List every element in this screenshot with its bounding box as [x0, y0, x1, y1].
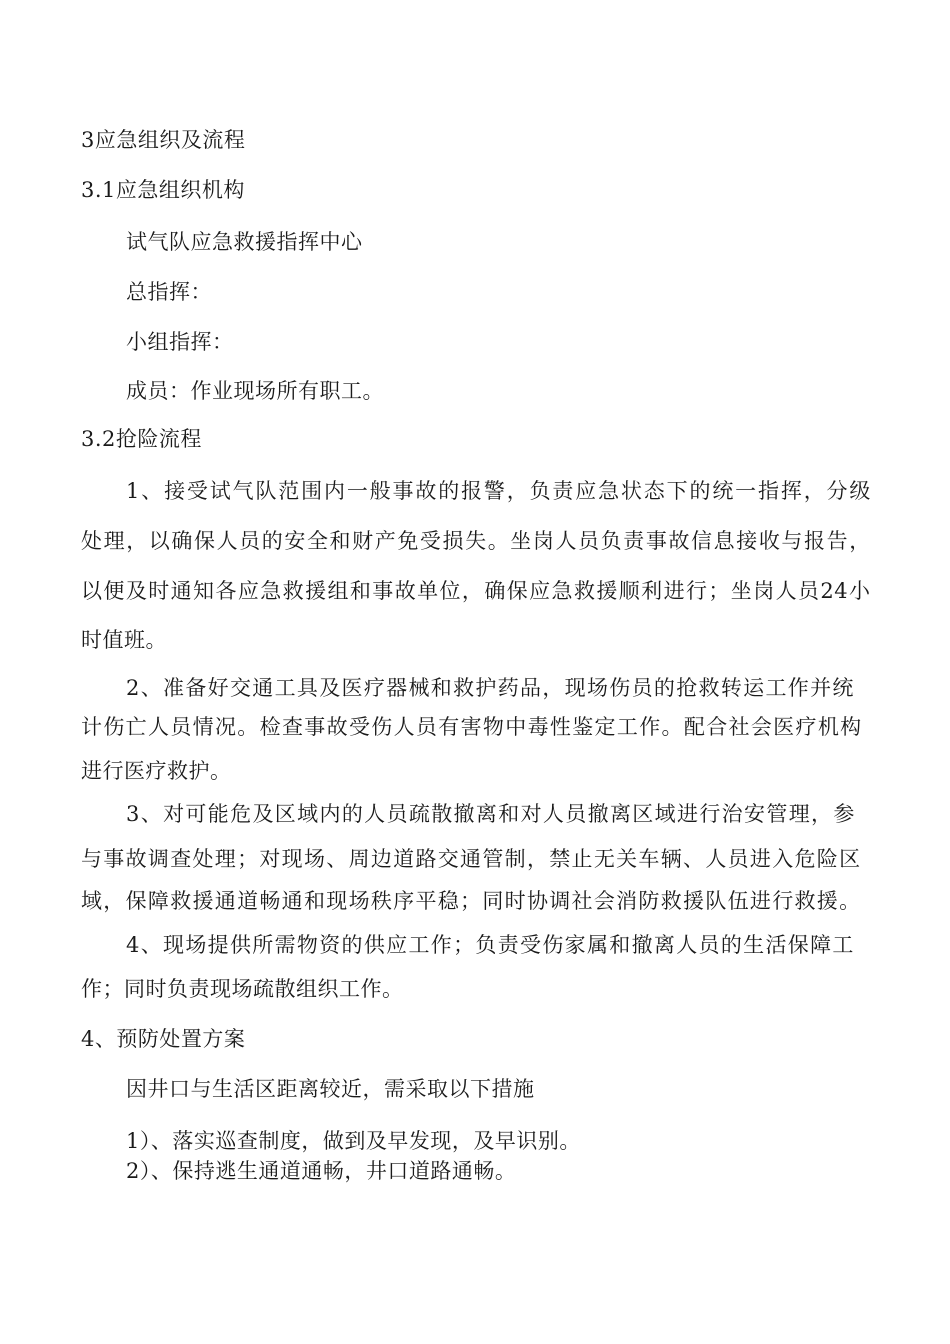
paragraph-2-line-2: 计 伤 亡 人 员 情 况 。 检 查 事 故 受 伤 人 员 有 害 物 中 毒 性 鉴 定 工 作 。 配 合 社 会 医 疗 机 构: [81, 715, 862, 739]
section-heading-3-2: 3.2抢险流程: [81, 427, 202, 451]
paragraph-3-line-2: 与 事 故 调 查 处 理 ； 对 现 场 、 周 边 道 路 交 通 管 制 ， 禁 止 无 关 车 辆 、 人 员 进 入 危 险 区: [81, 847, 861, 871]
org-center-name: 试气队应急救援指挥中心: [126, 230, 363, 254]
paragraph-2-line-1: 2 、 准 备 好 交 通 工 具 及 医 疗 器 械 和 救 护 药 品 ， 现 场 伤 员 的 抢 救 转 运 工 作 并 统: [126, 676, 854, 700]
section-heading-3: 3应急组织及流程: [81, 128, 246, 152]
paragraph-1-line-2: 处 理 ， 以 确 保 人 员 的 安 全 和 财 产 免 受 损 失 。 坐 岗 人 员 负 责 事 故 信 息 接 收 与 报 告 ，: [81, 529, 871, 553]
paragraph-4-line-1: 4 、 现 场 提 供 所 需 物 资 的 供 应 工 作 ； 负 责 受 伤 家 属 和 撤 离 人 员 的 生 活 保 障 工: [126, 933, 854, 957]
chief-commander-label: 总指挥：: [126, 280, 212, 304]
members-line: 成员：作业现场所有职工。: [126, 379, 384, 403]
paragraph-4-line-2: 作；同时负责现场疏散组织工作。: [81, 977, 404, 1001]
measure-item: 1）、落实巡查制度，做到及早发现，及早识别。: [126, 1129, 581, 1153]
section-heading-4: 4、预防处置方案: [81, 1027, 246, 1051]
measure-item: 2）、保持逃生通道通畅，井口道路通畅。: [126, 1159, 517, 1183]
paragraph-1-line-1: 1 、 接 受 试 气 队 范 围 内 一 般 事 故 的 报 警 ， 负 责 应 急 状 态 下 的 统 一 指 挥 ， 分 级: [126, 479, 871, 503]
group-commander-label: 小组指挥：: [126, 330, 234, 354]
paragraph-3-line-1: 3 、 对 可 能 危 及 区 域 内 的 人 员 疏 散 撤 离 和 对 人 员 撤 离 区 域 进 行 治 安 管 理 ， 参: [126, 802, 855, 826]
paragraph-1-line-3: 以 便 及 时 通 知 各 应 急 救 援 组 和 事 故 单 位 ， 确 保 应 急 救 援 顺 利 进 行 ； 坐 岗 人 员 24 小: [81, 579, 871, 603]
paragraph-3-line-3: 域 ， 保 障 救 援 通 道 畅 通 和 现 场 秩 序 平 稳 ； 同 时 协 调 社 会 消 防 救 援 队 伍 进 行 救 援 。: [81, 889, 861, 913]
paragraph-2-line-3: 进行医疗救护。: [81, 759, 232, 783]
measures-intro: 因井口与生活区距离较近，需采取以下措施: [126, 1077, 535, 1101]
paragraph-1-line-4: 时值班。: [81, 628, 167, 652]
section-heading-3-1: 3.1应急组织机构: [81, 178, 245, 202]
